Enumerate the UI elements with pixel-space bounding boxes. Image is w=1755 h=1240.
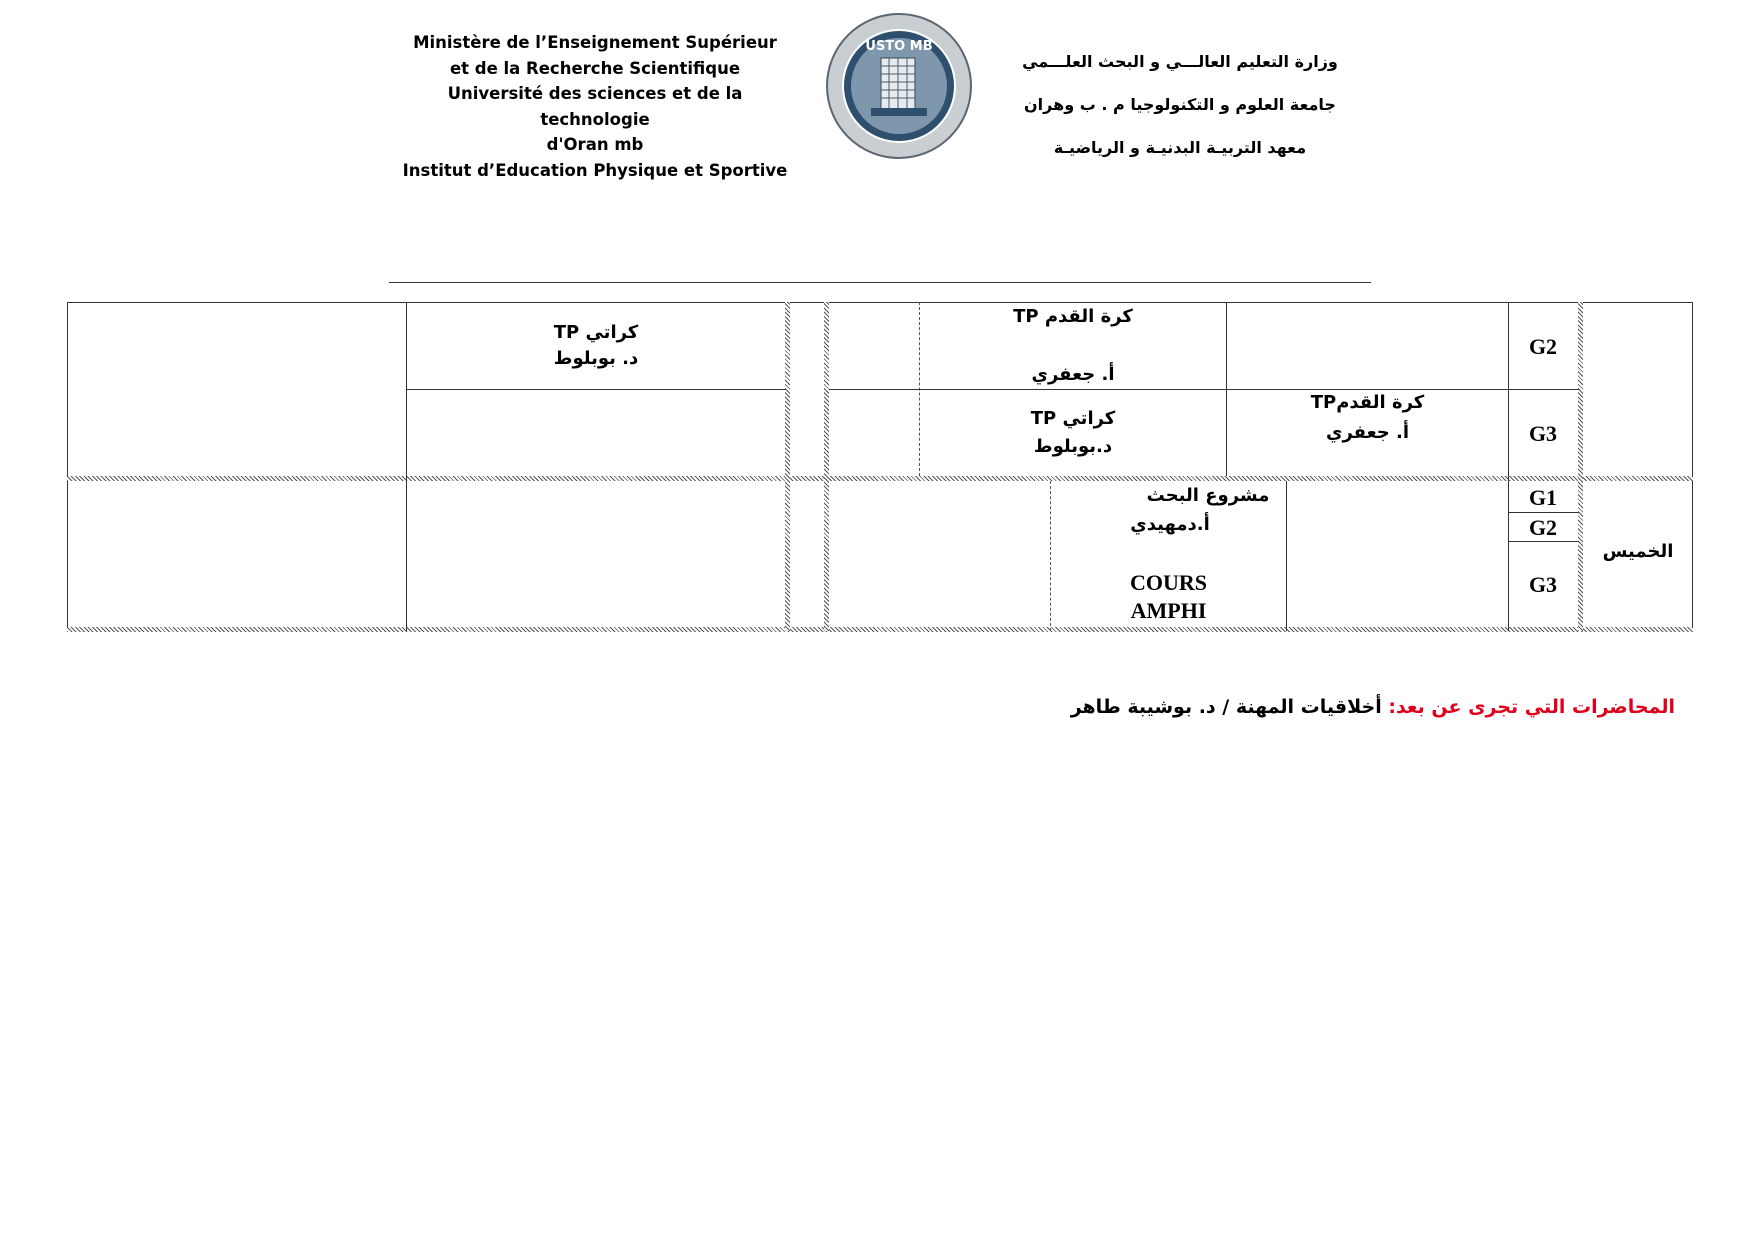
university-seal-logo	[825, 12, 973, 160]
cours-label: COURS	[1129, 570, 1207, 595]
research-project-teacher: أ.دمهيدي	[1130, 514, 1210, 535]
fr-header-line-4: d'Oran mb	[546, 135, 644, 154]
table-bottom-border	[67, 627, 1693, 632]
table-right-border	[1692, 302, 1693, 631]
col-hatch-3	[1578, 302, 1583, 631]
karate-g3-teacher: د.بوبلوط	[1033, 436, 1113, 457]
football-g3-title: كرة القدمTP	[1310, 392, 1425, 413]
french-header	[395, 30, 795, 183]
football-g2-teacher: أ. جعفري	[1031, 364, 1115, 385]
fr-header-line-5: Institut d’Education Physique et Sportive	[402, 160, 788, 180]
row-line-g2-g3-b	[1508, 541, 1579, 542]
remote-lectures-label: المحاضرات التي تجرى عن بعد:	[1388, 696, 1675, 718]
remote-lectures-note	[1071, 696, 1675, 718]
col-line-3	[1286, 481, 1287, 631]
day-separator	[67, 476, 1693, 481]
amphi-label: AMPHI	[1130, 598, 1207, 623]
fr-header-line-1: Ministère de l’Enseignement Supérieur	[413, 33, 777, 52]
karate-g3-title: كراتي TP	[1030, 408, 1116, 429]
row-line-g1-g2	[1508, 512, 1579, 513]
group-label-g1: G1	[1528, 485, 1558, 510]
karate-g2-title: كراتي TP	[553, 322, 639, 343]
group-label-g2: G2	[1528, 334, 1558, 359]
seal-logo-text: USTO MB	[865, 39, 933, 54]
table-top-border	[67, 302, 1693, 303]
col-hatch-2	[824, 302, 829, 631]
header-divider	[389, 282, 1371, 283]
remote-lectures-value: أخلاقيات المهنة / د. بوشيبة طاهر	[1070, 696, 1389, 718]
table-left-border	[67, 302, 68, 631]
ar-header-line-2: جامعة العلوم و التكنولوجيا م . ب وهران	[1024, 95, 1336, 114]
football-g3-teacher: أ. جعفري	[1325, 422, 1410, 443]
group-label-g3: G3	[1528, 421, 1558, 446]
fr-header-line-2: et de la Recherche Scientifique	[449, 58, 741, 78]
row-line-g2-g3	[829, 389, 1579, 390]
ar-header-line-3: معهد التربيـة البدنيـة و الرياضيـة	[1053, 138, 1307, 157]
fr-header-line-3: Université des sciences et de la technologie	[447, 84, 743, 129]
arabic-header	[1000, 40, 1360, 169]
col-hatch-1	[785, 302, 790, 631]
group-label-g3: G3	[1528, 572, 1558, 597]
group-label-g2: G2	[1528, 515, 1558, 540]
research-project-title: مشروع البحث	[1146, 485, 1270, 506]
day-label: الخميس	[1602, 541, 1674, 562]
row-line-karate	[406, 389, 786, 390]
ar-header-line-1: وزارة التعليم العالـــي و البحث العلـــمي	[1022, 52, 1338, 71]
karate-g2-teacher: د. بوبلوط	[553, 348, 639, 369]
football-g2-title: كرة القدم TP	[1013, 306, 1133, 327]
